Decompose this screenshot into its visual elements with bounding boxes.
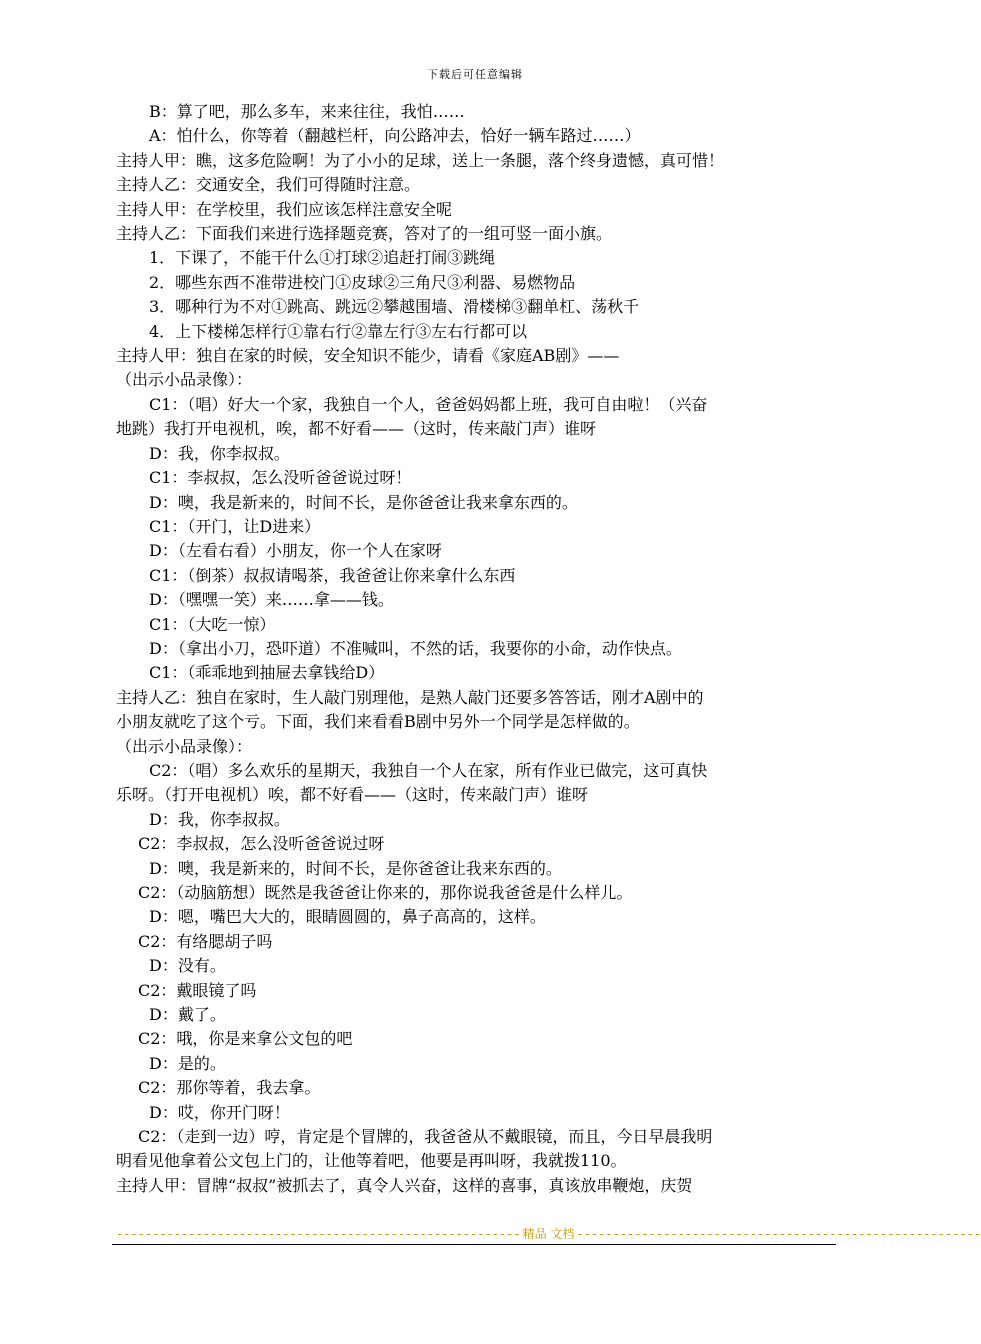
text-line: 乐呀。（打开电视机）唉，都不好看——（这时，传来敲门声）谁呀 (116, 785, 589, 805)
text-line: 主持人乙：独自在家时，生人敲门别理他，是熟人敲门还要多答答话，刚才A剧中的 (116, 687, 704, 707)
text-line: C2：李叔叔，怎么没听爸爸说过呀 (138, 834, 385, 854)
text-line: 4．上下楼梯怎样行①靠右行②靠左行③左右行都可以 (149, 321, 528, 341)
text-line: 地跳）我打开电视机，唉，都不好看——（这时，传来敲门声）谁呀 (116, 419, 597, 439)
text-line: 主持人甲：冒牌“叔叔”被抓去了，真令人兴奋，这样的喜事，真该放串鞭炮，庆贺 (116, 1175, 693, 1195)
text-line: C1：（大吃一惊） (149, 614, 276, 634)
text-line: D：哎，你开门呀！ (149, 1102, 290, 1122)
text-line: D：是的。 (149, 1053, 226, 1073)
footer-dashes-left: -------------------------------------------------------- (116, 1227, 521, 1241)
footer-text: 精品 文档 (522, 1227, 575, 1241)
footer-banner (116, 1227, 981, 1241)
text-line: C1：（唱）好大一个家，我独自一个人，爸爸妈妈都上班，我可自由啦！（兴奋 (149, 394, 708, 414)
text-line: 明看见他拿着公文包上门的，让他等着吧，他要是再叫呀，我就拨110。 (116, 1151, 627, 1171)
text-line: B：算了吧，那么多车，来来往往，我怕…… (149, 102, 465, 121)
text-line: D：（嘿嘿一笑）来……拿——钱。 (149, 590, 394, 610)
footer-dashes-right: -------------------------------------------------------- (576, 1227, 981, 1241)
text-line: D：（拿出小刀，恐吓道）不准喊叫，不然的话，我要你的小命，动作快点。 (149, 638, 682, 658)
text-line: C2：（走到一边）哼，肯定是个冒牌的，我爸爸从不戴眼镜，而且，今日早晨我明 (138, 1127, 713, 1147)
document-body (116, 100, 834, 1198)
text-line: D：嗯，嘴巴大大的，眼睛圆圆的，鼻子高高的，这样。 (149, 907, 546, 927)
text-line: 主持人乙：交通安全，我们可得随时注意。 (116, 175, 421, 195)
text-line: D：戴了。 (149, 1005, 226, 1025)
text-line: 1．下课了，不能干什么①打球②追赶打闹③跳绳 (149, 248, 496, 268)
text-line: D：（左看右看）小朋友，你一个人在家呀 (149, 541, 442, 561)
text-line: 3．哪种行为不对①跳高、跳远②攀越围墙、滑楼梯③翻单杠、荡秋千 (149, 297, 640, 317)
text-line: C1：（开门，让D进来） (149, 516, 321, 536)
text-line: C2：（唱）多么欢乐的星期天，我独自一个人在家，所有作业已做完，这可真快 (149, 760, 708, 780)
text-line: D：我，你李叔叔。 (149, 809, 290, 829)
text-line: D：我，你李叔叔。 (149, 443, 290, 463)
text-line: 主持人甲：瞧，这多危险啊！为了小小的足球，送上一条腿，落个终身遗憾，真可惜！ (116, 150, 725, 170)
text-line: C2：（动脑筋想）既然是我爸爸让你来的，那你说我爸爸是什么样儿。 (138, 883, 633, 902)
text-line: 主持人甲：在学校里，我们应该怎样注意安全呢 (116, 199, 453, 219)
text-line: 主持人乙：下面我们来进行选择题竞赛，答对了的一组可竖一面小旗。 (116, 224, 613, 244)
text-line: A：怕什么，你等着（翻越栏杆，向公路冲去，恰好一辆车路过……） (149, 126, 641, 146)
text-line: C1：（乖乖地到抽屉去拿钱给D） (149, 663, 385, 683)
text-line: D：噢，我是新来的，时间不长，是你爸爸让我来拿东西的。 (149, 492, 578, 512)
text-line: C2：那你等着，我去拿。 (138, 1078, 321, 1098)
text-line: 主持人甲：独自在家的时候，安全知识不能少，请看《家庭AB剧》—— (116, 346, 620, 366)
text-line: 小朋友就吃了这个亏。下面，我们来看看B剧中另外一个同学是怎样做的。 (116, 712, 640, 732)
text-line: C2：戴眼镜了吗 (138, 980, 257, 1000)
text-line: C1：（倒茶）叔叔请喝茶，我爸爸让你来拿什么东西 (149, 565, 516, 585)
text-line: C1：李叔叔，怎么没听爸爸说过呀！ (149, 468, 412, 488)
text-line: D：没有。 (149, 956, 226, 976)
footer-rule (112, 1244, 836, 1245)
text-line: C2：哦，你是来拿公文包的吧 (138, 1029, 353, 1049)
text-line: 2．哪些东西不准带进校门①皮球②三角尺③利器、易燃物品 (149, 272, 576, 292)
page-header: 下载后可任意编辑 (427, 68, 523, 81)
text-line: D：噢，我是新来的，时间不长，是你爸爸让我来东西的。 (149, 858, 562, 878)
text-line: （出示小品录像）： (116, 370, 253, 390)
text-line: （出示小品录像）： (116, 736, 253, 756)
text-line: C2：有络腮胡子吗 (138, 931, 273, 951)
